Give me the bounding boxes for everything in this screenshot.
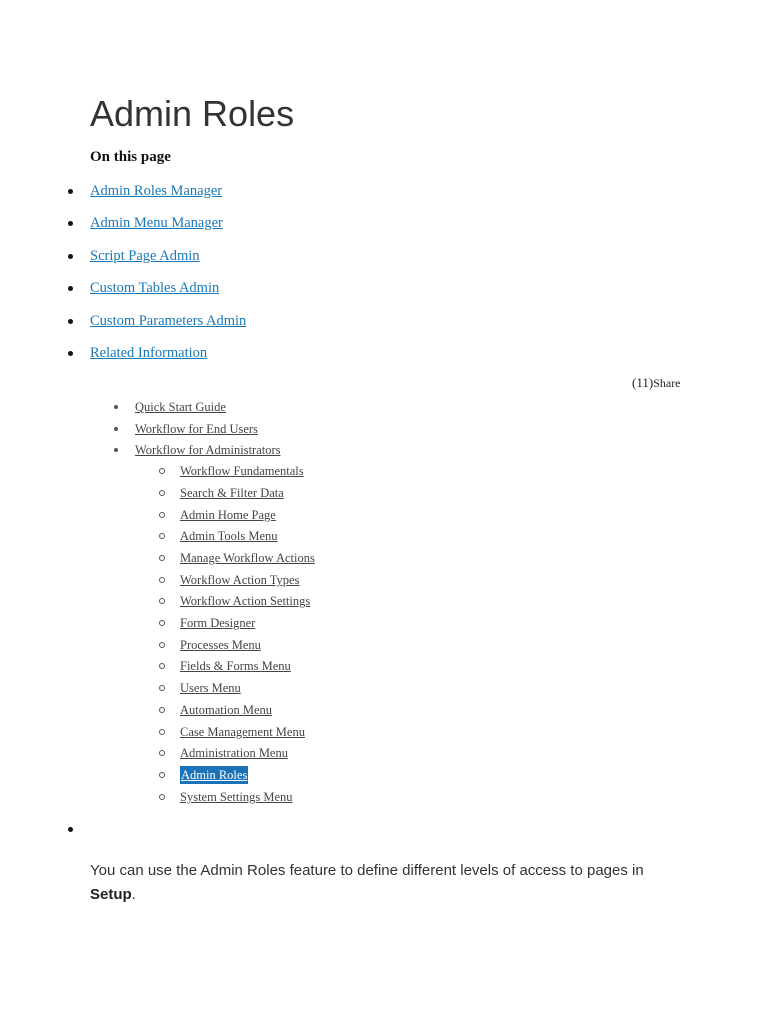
nav-link-system-settings-menu[interactable]: System Settings Menu [180, 790, 293, 804]
share-widget[interactable] [632, 373, 681, 393]
bullet-icon [114, 448, 118, 452]
nav-link-workflow-administrators[interactable]: Workflow for Administrators [135, 443, 281, 457]
nav-link-form-designer[interactable]: Form Designer [180, 616, 256, 630]
nav-link-admin-tools-menu[interactable]: Admin Tools Menu [180, 529, 278, 543]
nav-link-fields-forms-menu[interactable]: Fields & Forms Menu [180, 659, 291, 673]
nav-link-workflow-action-settings[interactable]: Workflow Action Settings [180, 594, 311, 608]
nav-link-workflow-end-users[interactable]: Workflow for End Users [135, 422, 258, 436]
circle-bullet-icon [159, 512, 165, 518]
toc-link-admin-menu-manager[interactable]: Admin Menu Manager [90, 215, 223, 231]
nav-link-search-filter-data[interactable]: Search & Filter Data [180, 486, 284, 500]
bullet-icon [114, 405, 118, 409]
bullet-icon [68, 189, 73, 194]
toc-link-custom-parameters-admin[interactable]: Custom Parameters Admin [90, 313, 247, 329]
circle-bullet-icon [159, 620, 165, 626]
on-this-page-heading: On this page [90, 149, 171, 165]
circle-bullet-icon [159, 707, 165, 713]
nav-link-quick-start-guide[interactable]: Quick Start Guide [135, 400, 226, 414]
bullet-icon [68, 254, 73, 259]
bullet-icon [68, 351, 73, 356]
nav-link-administration-menu[interactable]: Administration Menu [180, 746, 288, 760]
nav-link-admin-roles[interactable]: Admin Roles [181, 768, 248, 782]
circle-bullet-icon [159, 642, 165, 648]
intro-text: You can use the Admin Roles feature to define different levels of access to pages in [90, 862, 644, 879]
circle-bullet-icon [159, 598, 165, 604]
circle-bullet-icon [159, 555, 165, 561]
circle-bullet-icon [159, 490, 165, 496]
circle-bullet-icon [159, 772, 165, 778]
intro-bold-term: Setup [90, 886, 132, 903]
nav-link-admin-home-page[interactable]: Admin Home Page [180, 508, 276, 522]
toc-link-related-information[interactable]: Related Information [90, 345, 208, 361]
nav-link-automation-menu[interactable]: Automation Menu [180, 703, 273, 717]
bullet-icon [68, 827, 73, 832]
share-count: (11) [632, 375, 654, 390]
page-title: Admin Roles [90, 93, 295, 134]
nav-link-workflow-fundamentals[interactable]: Workflow Fundamentals [180, 464, 304, 478]
nav-link-case-management-menu[interactable]: Case Management Menu [180, 725, 305, 739]
bullet-icon [114, 427, 118, 431]
circle-bullet-icon [159, 663, 165, 669]
intro-text-end: . [131, 886, 136, 903]
toc-link-admin-roles-manager[interactable]: Admin Roles Manager [90, 183, 223, 199]
circle-bullet-icon [159, 685, 165, 691]
toc-link-script-page-admin[interactable]: Script Page Admin [90, 248, 200, 264]
bullet-icon [68, 319, 73, 324]
share-button[interactable]: Share [653, 376, 681, 390]
toc-link-custom-tables-admin[interactable]: Custom Tables Admin [90, 280, 220, 296]
circle-bullet-icon [159, 577, 165, 583]
circle-bullet-icon [159, 729, 165, 735]
nav-link-workflow-action-types[interactable]: Workflow Action Types [180, 573, 300, 587]
bullet-icon [68, 221, 73, 226]
circle-bullet-icon [159, 750, 165, 756]
nav-link-users-menu[interactable]: Users Menu [180, 681, 241, 695]
intro-paragraph [90, 859, 650, 907]
bullet-icon [68, 286, 73, 291]
nav-link-manage-workflow-actions[interactable]: Manage Workflow Actions [180, 551, 315, 565]
nav-link-processes-menu[interactable]: Processes Menu [180, 638, 261, 652]
circle-bullet-icon [159, 794, 165, 800]
circle-bullet-icon [159, 468, 165, 474]
circle-bullet-icon [159, 533, 165, 539]
